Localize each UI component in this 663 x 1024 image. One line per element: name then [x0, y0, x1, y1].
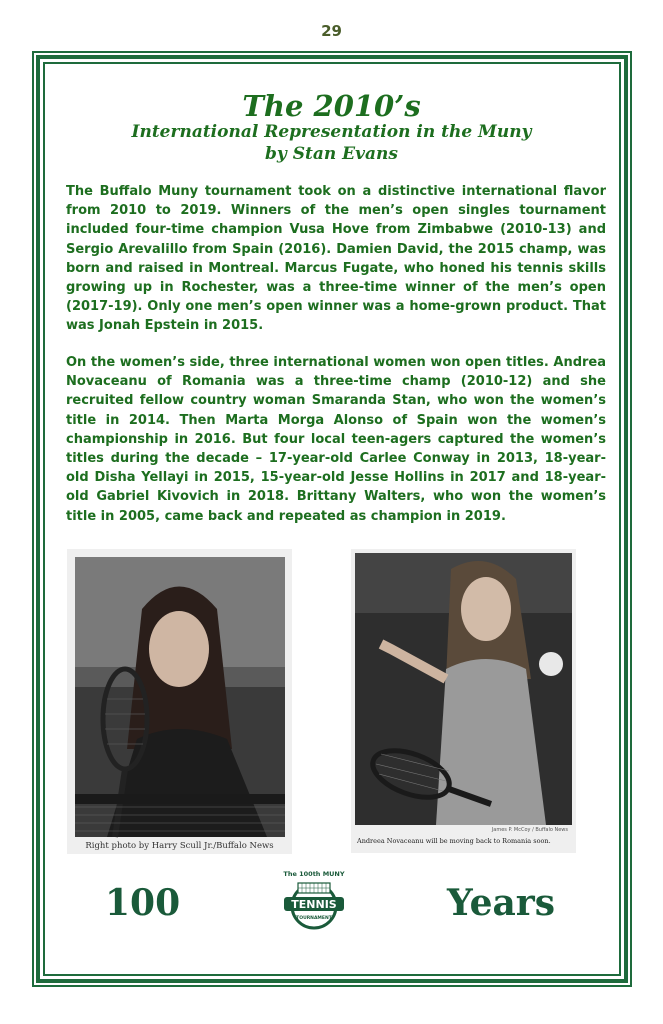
photo-left-caption: Right photo by Harry Scull Jr./Buffalo News: [85, 841, 274, 851]
byline: by Stan Evans: [265, 144, 398, 164]
footer-word: Years: [447, 882, 556, 924]
article-paragraph-1: The Buffalo Muny tournament took on a distinctive international flavor from 2010 to 2019. Winners of the men’s open singles tournament included four-time champion Vusa Hove from Zimbabwe (2010-13) and Sergio Arevalillo from Spain (2016). Damien David, the 2015 champ, was born and raised in Montreal. Marcus Fugate, who honed his tennis skills growing up in Rochester, was a three-time winner of the men’s open (2017-19). Only one men’s open winner was a home-grown product. That was Jonah Epstein in 2015.: [66, 184, 606, 334]
logo-bottom-text: TOURNAMENT: [296, 916, 332, 921]
logo-top-text: The 100th MUNY: [283, 870, 345, 878]
photo-right-caption: Andreea Novaceanu will be moving back to Romania soon.: [357, 837, 551, 845]
photo-left: [67, 549, 292, 854]
page-number: 29: [321, 22, 342, 40]
page-subtitle: International Representation in the Muny: [131, 122, 532, 142]
photo-right-image: [351, 549, 576, 853]
muny-tennis-logo: [280, 868, 348, 932]
footer-number: 100: [105, 882, 181, 924]
page-title: The 2010’s: [242, 89, 421, 123]
article-paragraph-2: On the women’s side, three international women won open titles. Andrea Novaceanu of Romania was a three-time champ (2010-12) and she recruited fellow country woman Smaranda Stan, who won the women’s title in 2014. Then Marta Morga Alonso of Spain won the women’s championship in 2016. But four local teen-agers captured the women’s titles during the decade – 17-year-old Carlee Conway in 2013, 18-year-old Disha Yellayi in 2015, 15-year-old Jesse Hollins in 2017 and 18-year-old Gabriel Kivovich in 2018. Brittany Walters, who won the women’s title in 2005, came back and repeated as champion in 2019.: [66, 355, 606, 524]
photo-left-image: [67, 549, 292, 854]
logo-main-text: TENNIS: [291, 898, 337, 911]
photo-right: [351, 549, 576, 853]
photo-right-credit: James P. McCoy / Buffalo News: [491, 827, 568, 833]
